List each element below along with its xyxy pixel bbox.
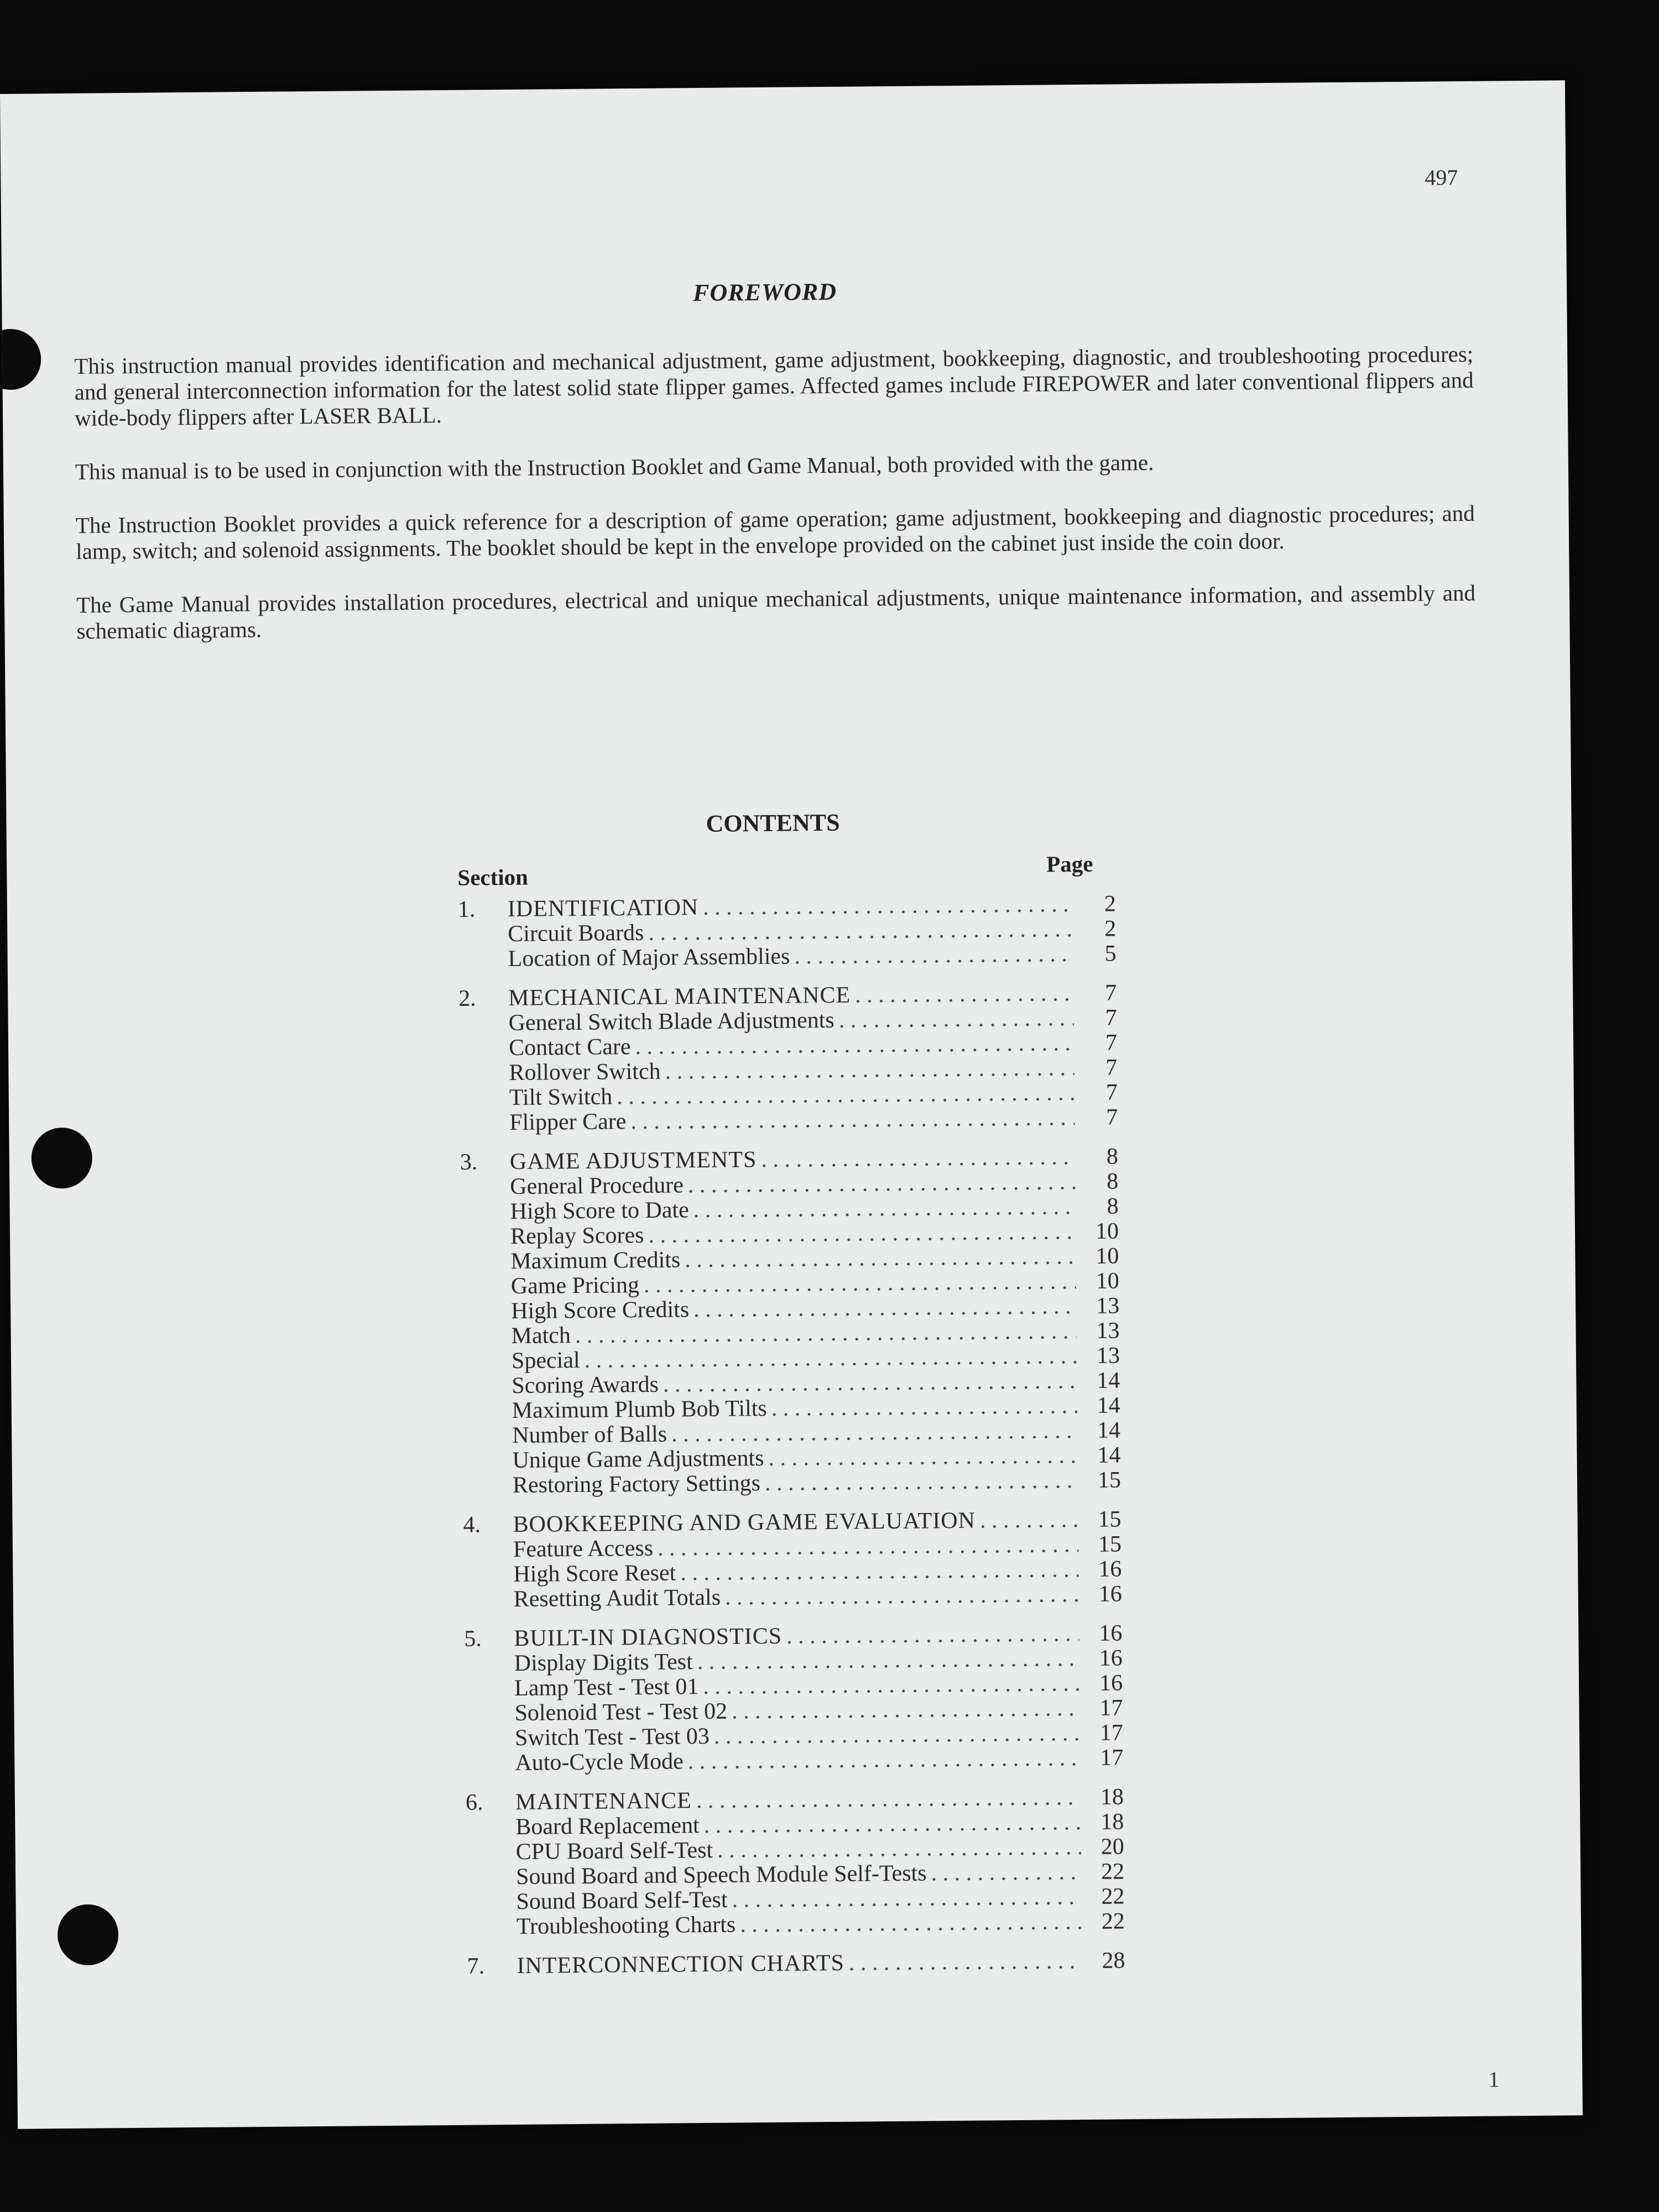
- foreword-paragraph: The Instruction Booklet provides a quick reference for a description of game operation; game adjustment, bookkeeping and diagnostic procedures; and lamp, switch; and solenoid assignments. The booklet should be kept in the envelope provided on the cabinet just inside the coin door.: [75, 500, 1475, 564]
- toc-page-number: 7: [1105, 1055, 1118, 1081]
- toc-section-title: IDENTIFICATION: [507, 895, 699, 922]
- leader-dots: [671, 1418, 1077, 1447]
- binder-hole: [58, 1904, 119, 1965]
- leader-dots: [849, 1949, 1082, 1976]
- leader-dots: [765, 1468, 1078, 1496]
- toc-page-number: 7: [1106, 1104, 1118, 1130]
- toc-subsection-title: Tilt Switch: [509, 1084, 613, 1111]
- toc-subsection-title: Match: [511, 1323, 571, 1349]
- leader-dots: [635, 1031, 1074, 1060]
- toc-page-number: 14: [1097, 1392, 1120, 1418]
- foreword-body: [74, 341, 1476, 672]
- leader-dots: [839, 1006, 1074, 1033]
- foreword-paragraph: This manual is to be used in conjunction with the Instruction Booklet and Game Manual, both provided with the game.: [75, 449, 1154, 484]
- leader-dots: [648, 917, 1073, 946]
- binder-hole: [31, 1128, 92, 1189]
- toc-subsection-title: Sound Board Self-Test: [516, 1887, 728, 1914]
- toc-page-number: 7: [1105, 1005, 1117, 1031]
- leader-dots: [697, 1646, 1079, 1674]
- manual-page: [0, 80, 1583, 2129]
- leader-dots: [693, 1194, 1076, 1223]
- leader-dots: [703, 892, 1073, 920]
- toc-subsection-title: Number of Balls: [512, 1421, 667, 1449]
- toc-section: [460, 1144, 1121, 1498]
- toc-subsection-row: [467, 1909, 1125, 1939]
- toc-section-number: 4.: [463, 1512, 481, 1538]
- toc-page-number: 8: [1107, 1193, 1119, 1219]
- toc-page-number: 16: [1099, 1645, 1123, 1671]
- toc-section-title: MAINTENANCE: [515, 1788, 692, 1815]
- leader-dots: [732, 1696, 1080, 1724]
- toc-subsection-row: [464, 1582, 1122, 1612]
- toc-section-title: GAME ADJUSTMENTS: [509, 1147, 757, 1175]
- leader-dots: [688, 1746, 1081, 1774]
- contents-title: CONTENTS: [706, 808, 840, 837]
- toc-section-title: MECHANICAL MAINTENANCE: [508, 982, 851, 1011]
- leader-dots: [685, 1244, 1076, 1272]
- leader-dots: [768, 1443, 1077, 1471]
- toc-subsection-title: Location of Major Assemblies: [508, 943, 790, 972]
- toc-page-number: 16: [1098, 1556, 1122, 1582]
- leader-dots: [794, 942, 1073, 969]
- toc-subsection-title: Board Replacement: [515, 1813, 700, 1840]
- leader-dots: [584, 1344, 1077, 1373]
- toc-subsection-row: [460, 1105, 1118, 1135]
- leader-dots: [725, 1582, 1079, 1610]
- leader-dots: [663, 1369, 1077, 1397]
- toc-subsection-title: Auto-Cycle Mode: [515, 1749, 684, 1776]
- toc-subsection-row: [465, 1745, 1123, 1776]
- toc-subsection-title: Flipper Care: [509, 1109, 627, 1136]
- toc-subsection-title: Contact Care: [508, 1034, 631, 1061]
- section-column-header: Section: [457, 864, 529, 890]
- toc-section-number: 5.: [464, 1626, 482, 1652]
- toc-subsection-title: CPU Board Self-Test: [515, 1837, 713, 1865]
- toc-page-number: 22: [1101, 1908, 1125, 1934]
- toc-page-number: 16: [1099, 1670, 1123, 1696]
- toc-page-number: 20: [1100, 1834, 1124, 1860]
- toc-page-number: 2: [1104, 916, 1117, 942]
- toc-section-number: 2.: [458, 985, 477, 1011]
- toc-page-number: 8: [1107, 1168, 1119, 1194]
- toc-section-row: [467, 1948, 1125, 1979]
- toc-subsection-title: Feature Access: [513, 1535, 654, 1563]
- toc-section-number: 1.: [457, 896, 476, 922]
- toc-page-number: 17: [1100, 1745, 1124, 1771]
- toc-page-number: 7: [1105, 1079, 1118, 1105]
- leader-dots: [980, 1507, 1078, 1533]
- leader-dots: [771, 1394, 1077, 1421]
- toc-page-number: 5: [1104, 941, 1117, 967]
- foreword-paragraph: The Game Manual provides installation procedures, electrical and unique mechanical adjustments, unique maintenance information, and assembly and schematic diagrams.: [76, 580, 1476, 644]
- toc-subsection-title: Solenoid Test - Test 02: [514, 1698, 728, 1726]
- leader-dots: [630, 1105, 1074, 1134]
- toc-section: [458, 980, 1118, 1135]
- page-number: 497: [1425, 164, 1458, 190]
- toc-page-number: 16: [1098, 1581, 1122, 1607]
- leader-dots: [703, 1671, 1079, 1699]
- toc-section-title: INTERCONNECTION CHARTS: [517, 1950, 845, 1979]
- toc-page-number: 13: [1096, 1318, 1120, 1344]
- toc-subsection-title: General Switch Blade Adjustments: [508, 1007, 834, 1036]
- toc-subsection-title: Switch Test - Test 03: [514, 1723, 710, 1751]
- foreword-paragraph: This instruction manual provides identification and mechanical adjustment, game adjustment, bookkeeping, diagnostic, and troubleshooting procedures; and general interconnection information for the latest solid state flipper games. Affected games include FIREPOWER and later conventional flippers and wide-body flippers after LASER BALL.: [74, 341, 1474, 431]
- leader-dots: [717, 1835, 1081, 1863]
- toc-section: [467, 1948, 1125, 1979]
- toc-section-title: BUILT-IN DIAGNOSTICS: [514, 1623, 782, 1651]
- table-of-contents: [458, 891, 1125, 1993]
- leader-dots: [740, 1910, 1082, 1937]
- toc-subsection-title: Circuit Boards: [508, 920, 644, 947]
- toc-page-number: 14: [1097, 1442, 1121, 1468]
- toc-subsection-title: General Procedure: [510, 1172, 684, 1200]
- toc-page-number: 17: [1099, 1695, 1123, 1721]
- toc-subsection-title: High Score to Date: [510, 1197, 689, 1225]
- page-column-header: Page: [1046, 851, 1093, 877]
- leader-dots: [714, 1721, 1080, 1749]
- toc-page-number: 22: [1101, 1884, 1125, 1910]
- toc-page-number: 15: [1098, 1506, 1121, 1532]
- toc-subsection-title: High Score Credits: [511, 1297, 690, 1324]
- toc-section: [463, 1507, 1122, 1612]
- toc-subsection-title: Display Digits Test: [514, 1649, 693, 1676]
- leader-dots: [696, 1785, 1081, 1813]
- toc-page-number: 10: [1095, 1243, 1119, 1269]
- leader-dots: [732, 1885, 1081, 1913]
- binder-hole: [0, 328, 41, 390]
- toc-subsection-row: [458, 941, 1116, 972]
- toc-page-number: 28: [1102, 1948, 1125, 1974]
- toc-subsection-title: Rollover Switch: [509, 1058, 661, 1086]
- toc-page-number: 15: [1098, 1531, 1122, 1557]
- leader-dots: [786, 1621, 1079, 1649]
- page-footer-number: 1: [1488, 2067, 1500, 2092]
- foreword-title: FOREWORD: [692, 278, 837, 307]
- toc-page-number: 17: [1099, 1720, 1124, 1746]
- toc-section-number: 3.: [460, 1149, 478, 1175]
- toc-subsection-title: High Score Reset: [513, 1560, 676, 1587]
- toc-page-number: 8: [1106, 1144, 1119, 1170]
- toc-page-number: 10: [1095, 1218, 1119, 1244]
- toc-section: [464, 1621, 1123, 1776]
- toc-subsection-title: Scoring Awards: [512, 1371, 659, 1399]
- toc-subsection-title: Unique Game Adjustments: [512, 1446, 764, 1474]
- toc-subsection-title: Troubleshooting Charts: [516, 1912, 736, 1939]
- toc-page-number: 18: [1100, 1809, 1124, 1835]
- toc-page-number: 10: [1095, 1268, 1120, 1294]
- leader-dots: [931, 1860, 1081, 1886]
- toc-subsection-title: Maximum Credits: [510, 1247, 681, 1275]
- toc-page-number: 13: [1096, 1293, 1120, 1319]
- leader-dots: [704, 1810, 1081, 1838]
- toc-section-number: 7.: [467, 1953, 485, 1979]
- leader-dots: [680, 1557, 1078, 1585]
- leader-dots: [693, 1294, 1076, 1322]
- toc-section-title: BOOKKEEPING AND GAME EVALUATION: [513, 1507, 976, 1538]
- toc-subsection-title: Lamp Test - Test 01: [514, 1674, 699, 1701]
- leader-dots: [688, 1170, 1076, 1198]
- toc-subsection-title: Special: [511, 1347, 580, 1374]
- leader-dots: [617, 1081, 1074, 1109]
- toc-subsection-title: Restoring Factory Settings: [512, 1470, 761, 1499]
- toc-subsection-title: Maximum Plumb Bob Tilts: [512, 1395, 767, 1424]
- toc-subsection-row: [463, 1468, 1121, 1498]
- toc-subsection-title: Game Pricing: [510, 1272, 640, 1300]
- leader-dots: [658, 1532, 1078, 1561]
- toc-page-number: 15: [1097, 1467, 1121, 1493]
- leader-dots: [665, 1056, 1074, 1084]
- toc-page-number: 14: [1097, 1368, 1120, 1394]
- toc-subsection-title: Replay Scores: [510, 1222, 644, 1250]
- toc-page-number: 18: [1100, 1784, 1124, 1810]
- toc-subsection-title: Sound Board and Speech Module Self-Tests: [515, 1860, 927, 1890]
- leader-dots: [855, 981, 1073, 1008]
- toc-section: [458, 891, 1117, 972]
- toc-page-number: 7: [1105, 980, 1117, 1006]
- leader-dots: [648, 1219, 1076, 1248]
- leader-dots: [644, 1269, 1076, 1298]
- toc-page-number: 22: [1100, 1859, 1125, 1885]
- toc-page-number: 16: [1099, 1620, 1123, 1646]
- toc-page-number: 7: [1105, 1030, 1118, 1056]
- leader-dots: [575, 1319, 1077, 1348]
- toc-page-number: 2: [1104, 891, 1117, 917]
- toc-page-number: 14: [1097, 1417, 1121, 1443]
- leader-dots: [761, 1145, 1075, 1172]
- toc-section-number: 6.: [465, 1790, 483, 1815]
- toc-page-number: 13: [1096, 1343, 1120, 1369]
- toc-subsection-title: Resetting Audit Totals: [513, 1584, 721, 1612]
- toc-section: [466, 1785, 1125, 1939]
